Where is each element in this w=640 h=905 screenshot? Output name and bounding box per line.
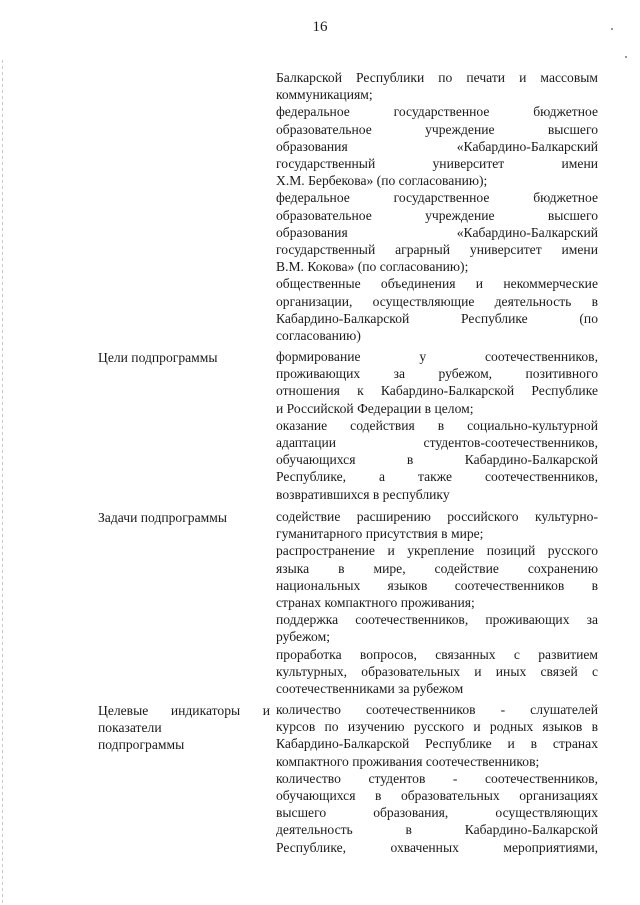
text-line: проживающих за рубежом, позитивного	[276, 366, 598, 382]
text-line: Кабардино-Балкарской Республике (по	[276, 310, 598, 326]
text-line: Республике, а также соотечественников,	[276, 469, 598, 485]
text-line: В.М. Кокова» (по согласованию);	[276, 259, 469, 275]
text-line: формирование у соотечественников,	[276, 349, 598, 364]
tasks-text	[276, 508, 598, 697]
text-line: образования «Кабардино-Балкарский	[276, 224, 598, 240]
text-line: федеральное государственное бюджетное	[276, 104, 598, 120]
text-line: адаптации студентов-соотечественников,	[276, 435, 598, 451]
text-line: организации, осуществляющие деятельность в	[276, 293, 598, 309]
label-line: подпрограммы	[98, 737, 185, 752]
text-line: компактного проживания соотечественников;	[276, 753, 540, 769]
text-line: распространение и укрепление позиций русского	[276, 543, 598, 559]
text-line: Балкарской Республики по печати и массовым	[276, 70, 598, 85]
text-line: образования «Кабардино-Балкарский	[276, 138, 598, 154]
text-line: соотечественниками за рубежом	[276, 681, 464, 697]
text-line: гуманитарного присутствия в мире;	[276, 526, 484, 542]
indicators-label	[98, 702, 270, 753]
text-line: национальных языков соотечественников в	[276, 577, 598, 593]
text-line: странах компактного проживания;	[276, 595, 475, 611]
text-line: и Российской Федерации в целом;	[276, 400, 474, 416]
text-line: поддержка соотечественников, проживающих за	[276, 612, 598, 628]
page-number: 16	[312, 19, 328, 35]
text-line: количество студентов - соотечественников,	[276, 770, 598, 786]
text-line: федеральное государственное бюджетное	[276, 190, 598, 206]
text-line: отношения к Кабардино-Балкарской Республике	[276, 383, 598, 399]
text-line: языка в мире, содействие сохранению	[276, 560, 598, 576]
scan-left-edge	[2, 60, 3, 905]
goals-text	[276, 348, 598, 503]
text-line: проработка вопросов, связанных с развитием	[276, 646, 598, 662]
text-line: обучающихся в Кабардино-Балкарской	[276, 452, 598, 468]
scan-speck	[625, 56, 627, 58]
text-line: деятельность в Кабардино-Балкарской	[276, 822, 598, 838]
label-line: Задачи подпрограммы	[98, 510, 227, 525]
indicators-text	[276, 701, 598, 856]
text-line: общественные объединения и некоммерческие	[276, 276, 598, 292]
label-line: показатели	[98, 720, 162, 735]
text-line: количество соотечественников - слушателей	[276, 702, 598, 717]
text-line: Кабардино-Балкарской Республике и в странах	[276, 736, 598, 752]
tasks-label	[98, 509, 227, 526]
text-line: возвратившихся в республику	[276, 486, 450, 502]
label-line: Цели подпрограммы	[98, 350, 218, 365]
text-line: курсов по изучению русского и родных языков в	[276, 719, 598, 735]
text-line: обучающихся в образовательных организациях	[276, 788, 598, 804]
text-line: государственный аграрный университет имени	[276, 242, 598, 258]
text-line: коммуникациям;	[276, 87, 373, 103]
goals-label	[98, 349, 218, 366]
text-line: согласованию)	[276, 328, 361, 344]
text-line: оказание содействия в социально-культурной	[276, 417, 598, 433]
text-line: Республике, охваченных мероприятиями,	[276, 839, 598, 855]
text-line: высшего образования, осуществляющих	[276, 805, 598, 821]
text-line: культурных, образовательных и иных связей с	[276, 663, 598, 679]
text-line: образовательное учреждение высшего	[276, 121, 598, 137]
text-line: Х.М. Бербекова» (по согласованию);	[276, 173, 488, 189]
text-line: рубежом;	[276, 629, 330, 645]
text-line: образовательное учреждение высшего	[276, 207, 598, 223]
label-line: Целевые индикаторы и	[98, 703, 270, 718]
text-line: содействие расширению российского культурно-	[276, 509, 598, 524]
executors-text	[276, 69, 598, 344]
text-line: государственный университет имени	[276, 156, 598, 172]
